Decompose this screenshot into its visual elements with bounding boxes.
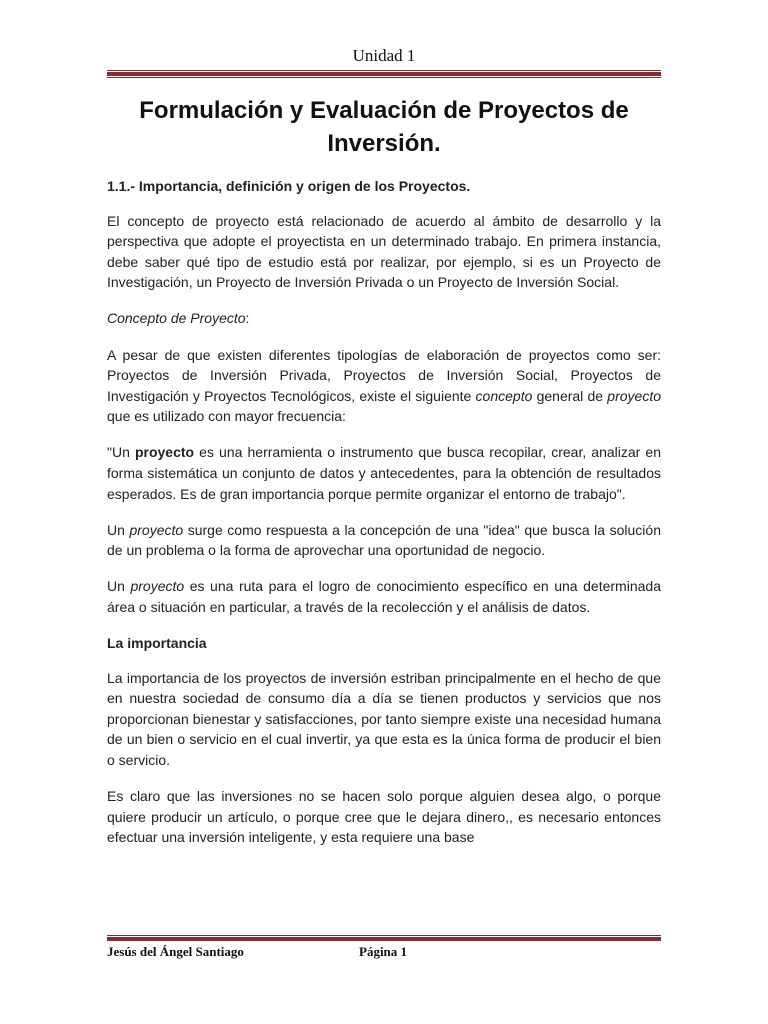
header-rule-thin-top (107, 70, 661, 71)
title-line-2: Inversión. (327, 130, 441, 157)
footer-rule (107, 937, 661, 941)
header-rule (107, 72, 661, 76)
concept-label-paragraph: Concepto de Proyecto: (107, 310, 250, 327)
typologies-end: que es utilizado con mayor frecuencia: (107, 408, 346, 425)
paragraph-importance: La importancia de los proyectos de inversión estriban principalmente en el hecho de que en nuestra sociedad de consumo día a día se tienen productos y servicios que nos proporcionan bienestar y satisfacciones, por tanto siempre existe una necesidad humana de un bien o servicio en el cual invertir, ya que esta es la única forma de producir el bien o servicio. (107, 669, 661, 769)
paragraph-investments: Es claro que las inversiones no se hacen solo porque alguien desea algo, o porque quiere producir un artículo, o porque cree que le dejara dinero,, es necesario entonces efectuar una inversión inteligente, y esta requiere una base (107, 788, 661, 846)
importance-heading: La importancia (107, 635, 207, 652)
route-italic: proyecto (130, 578, 185, 595)
footer-page-number: Página 1 (359, 944, 408, 959)
footer-rule-thin (107, 935, 661, 936)
paragraph-route (107, 576, 661, 617)
route-rest: es una ruta para el logro de conocimiento específico en una determinada área o situación en particular, a través de la recolección y el análisis de datos. (107, 578, 661, 615)
route-start: Un (107, 578, 131, 595)
paragraph-idea (107, 520, 661, 561)
proyecto-italic: proyecto (607, 387, 661, 404)
idea-start: Un (107, 521, 130, 538)
title-line-1: Formulación y Evaluación de Proyectos de (139, 97, 629, 124)
paragraph-intro: El concepto de proyecto está relacionado de acuerdo al ámbito de desarrollo y la perspectiva que adopte el proyectista en un determinado trabajo. En primera instancia, debe saber qué tipo de estudio está por realizar, por ejemplo, si es un Proyecto de Investigación, un Proyecto de Inversión Privada o un Proyecto de Inversión Social. (107, 212, 661, 291)
document-body (107, 176, 661, 863)
footer-author: Jesús del Ángel Santiago (107, 944, 244, 959)
concept-label: Concepto de Proyecto (107, 310, 246, 327)
unit-header: Unidad 1 (352, 46, 416, 65)
typologies-text: A pesar de que existen diferentes tipologías de elaboración de proyectos como ser: Proyectos de Inversión Privada, Proyectos de Inversión Social, Proyectos de Investigación y Proyectos Tecnológicos, existe el siguiente (107, 346, 661, 404)
quote-rest: es una herramienta o instrumento que busca recopilar, crear, analizar en forma sistemática un conjunto de datos y antecedentes, para la obtención de resultados esperados. Es de gran importancia porque permite organizar el entorno de trabajo". (107, 444, 662, 502)
quote-bold-term: proyecto (134, 444, 195, 461)
idea-rest: surge como respuesta a la concepción de una "idea" que busca la solución de un problema o la forma de aprovechar una oportunidad de negocio. (107, 521, 661, 559)
idea-italic: proyecto (129, 521, 184, 538)
document-title (107, 94, 661, 160)
section-heading: 1.1.- Importancia, definición y origen de los Proyectos. (107, 178, 471, 194)
paragraph-definition-quote (107, 442, 661, 504)
quote-open: "Un (107, 444, 135, 461)
paragraph-typologies (107, 345, 661, 427)
concept-italic: concepto (475, 387, 533, 404)
typologies-mid: general de (532, 387, 608, 404)
header-rule-thin-bottom (107, 77, 661, 78)
